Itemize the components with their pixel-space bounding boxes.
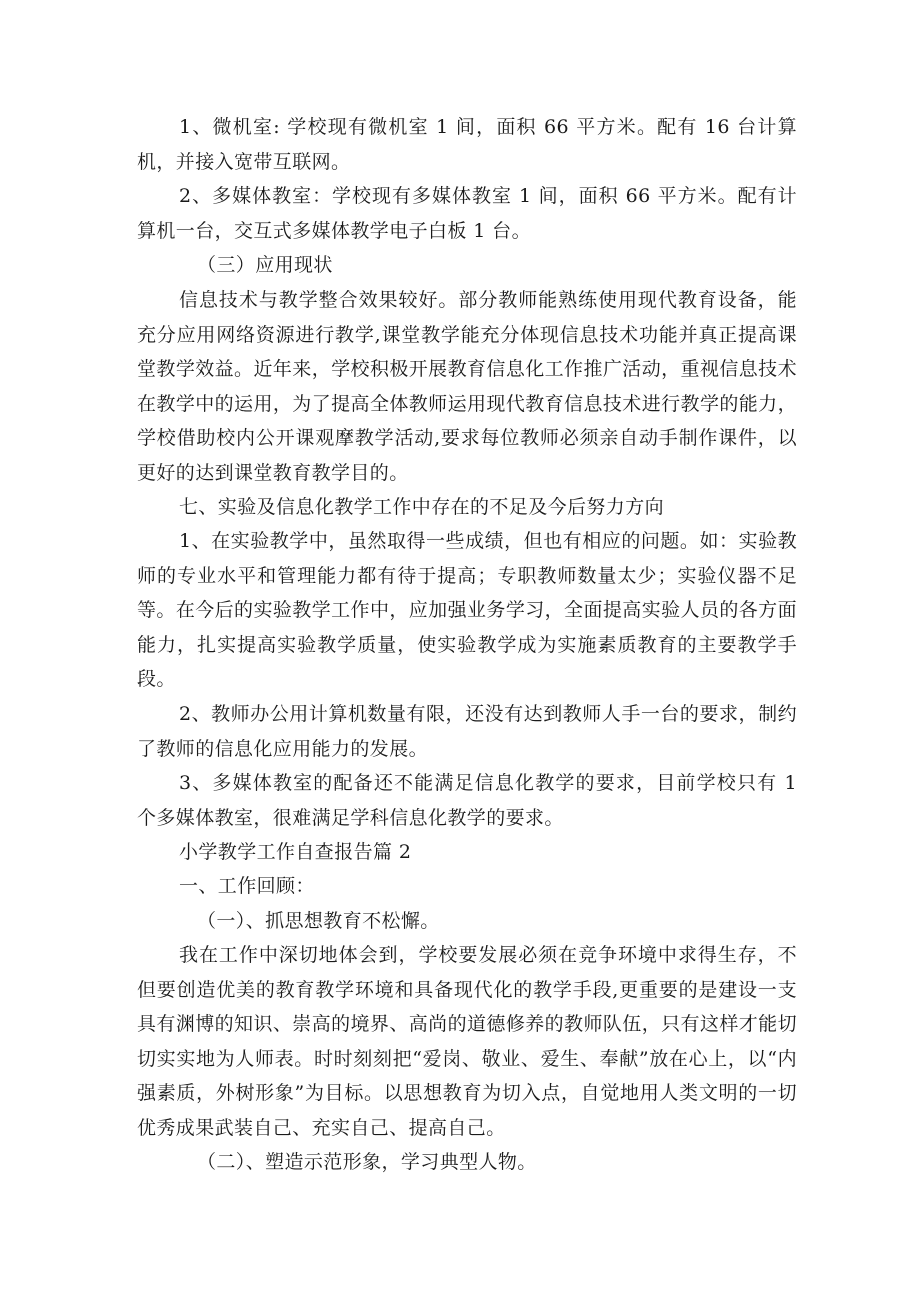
paragraph-experiment-issues: 1、在实验教学中，虽然取得一些成绩，但也有相应的问题。如：实验教师的专业水平和管理能力都有待于提高；专职教师数量太少；实验仪器不足等。在今后的实验教学工作中，应加强业务学习，全面提高实验人员的各方面能力，扎实提高实验教学质量，使实验教学成为实施素质教育的主要教学手段。 [137,530,797,690]
heading-application-status: （三）应用现状 [197,254,333,276]
paragraph-ideological-education: 我在工作中深切地体会到，学校要发展必须在竞争环境中求得生存，不但要创造优美的教育教学环境和具备现代化的教学手段,更重要的是建设一支具有渊博的知识、崇高的境界、高尚的道德修养的教师队伍，只有这样才能切切实实地为人师表。时时刻刻把“爱岗、敬业、爱生、奉献”放在心上，以“内强素质，外树形象”为目标。以思想教育为切入点，自觉地用人类文明的一切优秀成果武装自己、充实自己、提高自己。 [137,944,797,1139]
paragraph-multimedia-room: 2、多媒体教室：学校现有多媒体教室 1 间，面积 66 平方米。配有计算机一台，交互式多媒体教学电子白板 1 台。 [137,185,797,242]
heading-role-model: （二）、塑造示范形象，学习典型人物。 [197,1151,537,1173]
paragraph-multimedia-shortage: 3、多媒体教室的配备还不能满足信息化教学的要求，目前学校只有 1 个多媒体教室，很难满足学科信息化教学的要求。 [137,772,797,829]
paragraph-computer-room: 1、微机室: 学校现有微机室 1 间，面积 66 平方米。配有 16 台计算机，并接入宽带互联网。 [137,116,797,173]
heading-section-seven: 七、实验及信息化教学工作中存在的不足及今后努力方向 [179,496,665,518]
heading-work-review: 一、工作回顾： [179,875,315,897]
paragraph-integration: 信息技术与教学整合效果较好。部分教师能熟练使用现代教育设备，能充分应用网络资源进行教学,课堂教学能充分体现信息技术功能并真正提高课堂教学效益。近年来，学校积极开展教育信息化工作推广活动，重视信息技术在教学中的运用，为了提高全体教师运用现代教育信息技术进行教学的能力，学校借助校内公开课观摩教学活动,要求每位教师必须亲自动手制作课件，以更好的达到课堂教育教学目的。 [137,289,797,484]
heading-report-part-2: 小学教学工作自查报告篇 2 [179,841,412,863]
heading-ideological-education: （一）、抓思想教育不松懈。 [197,910,440,932]
paragraph-office-computers: 2、教师办公用计算机数量有限，还没有达到教师人手一台的要求，制约了教师的信息化应用能力的发展。 [137,703,797,760]
